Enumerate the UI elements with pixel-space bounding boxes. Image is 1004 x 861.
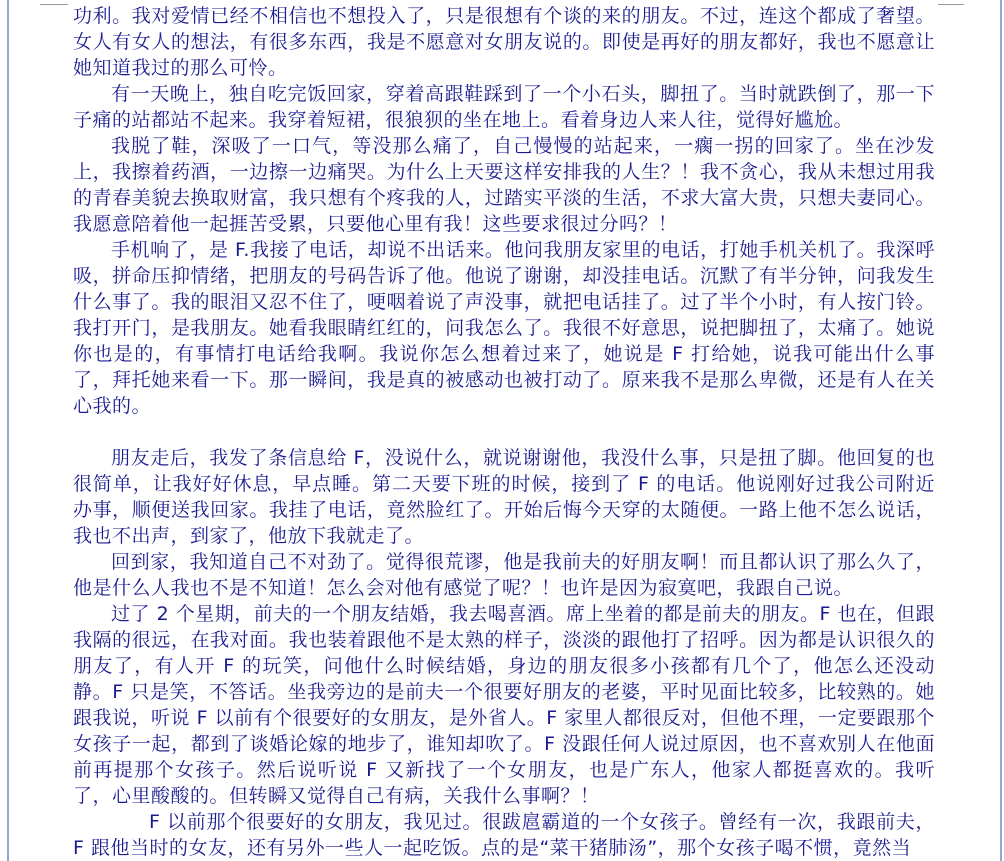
page-right-border xyxy=(1000,0,1002,861)
paragraph: 有一天晚上，独自吃完饭回家，穿着高跟鞋踩到了一个小石头，脚扭了。当时就跌倒了，那一下子痛的站都站不起来。我穿着短裙，很狼狈的坐在地上。看着身边人来人往，觉得好尴尬。 xyxy=(73,83,935,131)
paragraph: 手机响了，是 F.我接了电话，却说不出话来。他问我朋友家里的电话，打她手机关机了。我深呼吸，拼命压抑情绪，把朋友的号码告诉了他。他说了谢谢，却没挂电话。沉默了有半分钟，问我发生什么事了。我的眼泪又忍不住了，哽咽着说了声没事，就把电话挂了。过了半个小时，有人按门铃。我打开门，是我朋友。她看我眼睛红红的，问我怎么了。我很不好意思，说把脚扭了，太痛了。她说你也是的，有事情打电话给我啊。我说你怎么想着过来了，她说是 F 打给她，说我可能出什么事了，拜托她来看一下。那一瞬间，我是真的被感动也被打动了。原来我不是那么卑微，还是有人在关心我的。 xyxy=(73,239,935,417)
page-left-border xyxy=(7,0,9,861)
blank-line xyxy=(73,419,935,445)
margin-corner-mark-right xyxy=(938,0,964,5)
paragraph: 朋友走后，我发了条信息给 F，没说什么，就说谢谢他，我没什么事，只是扭了脚。他回复的也很简单，让我好好休息，早点睡。第二天要下班的时候，接到了 F 的电话。他说刚好过我公司附近办事，顺便送我回家。我挂了电话，竟然脸红了。开始后悔今天穿的太随便。一路上他不怎么说话，我也不出声，到家了，他放下我就走了。 xyxy=(73,447,935,547)
margin-corner-mark-left xyxy=(40,0,68,5)
paragraph: F 以前那个很要好的女朋友，我见过。很跋扈霸道的一个女孩子。曾经有一次，我跟前夫，F 跟他当时的女友，还有另外一些人一起吃饭。点的是“菜干猪肺汤”，那个女孩子喝不惯，竟然当 xyxy=(73,811,935,859)
paragraph: 我脱了鞋，深吸了一口气，等没那么痛了，自己慢慢的站起来，一瘸一拐的回家了。坐在沙发上，我擦着药酒，一边擦一边痛哭。为什么上天要这样安排我的人生？！我不贪心，我从未想过用我的青春美貌去换取财富，我只想有个疼我的人，过踏实平淡的生活，不求大富大贵，只想夫妻同心。我愿意陪着他一起捱苦受累，只要他心里有我！这些要求很过分吗？！ xyxy=(73,135,935,235)
paragraph: 功利。我对爱情已经不相信也不想投入了，只是很想有个谈的来的朋友。不过，连这个都成了奢望。女人有女人的想法，有很多东西，我是不愿意对女朋友说的。即使是再好的朋友都好，我也不愿意让她知道我过的那么可怜。 xyxy=(73,5,935,79)
document-body[interactable] xyxy=(73,3,935,861)
paragraph: 过了 2 个星期，前夫的一个朋友结婚，我去喝喜酒。席上坐着的都是前夫的朋友。F 也在，但跟我隔的很远，在我对面。我也装着跟他不是太熟的样子，淡淡的跟他打了招呼。因为都是认识很久的朋友了，有人开 F 的玩笑，问他什么时候结婚，身边的朋友很多小孩都有几个了，他怎么还没动静。F 只是笑，不答话。坐我旁边的是前夫一个很要好朋友的老婆，平时见面比较多，比较熟的。她跟我说，听说 F 以前有个很要好的女朋友，是外省人。F 家里人都很反对，但他不理，一定要跟那个女孩子一起，都到了谈婚论嫁的地步了，谁知却吹了。F 没跟任何人说过原因，也不喜欢别人在他面前再提那个女孩子。然后说听说 F 又新找了一个女朋友，也是广东人，他家人都挺喜欢的。我听了，心里酸酸的。但转瞬又觉得自己有病，关我什么事啊？！ xyxy=(73,603,935,807)
paragraph: 回到家，我知道自己不对劲了。觉得很荒谬，他是我前夫的好朋友啊！而且都认识了那么久了，他是什么人我也不是不知道！怎么会对他有感觉了呢？！也许是因为寂寞吧，我跟自己说。 xyxy=(73,551,935,599)
